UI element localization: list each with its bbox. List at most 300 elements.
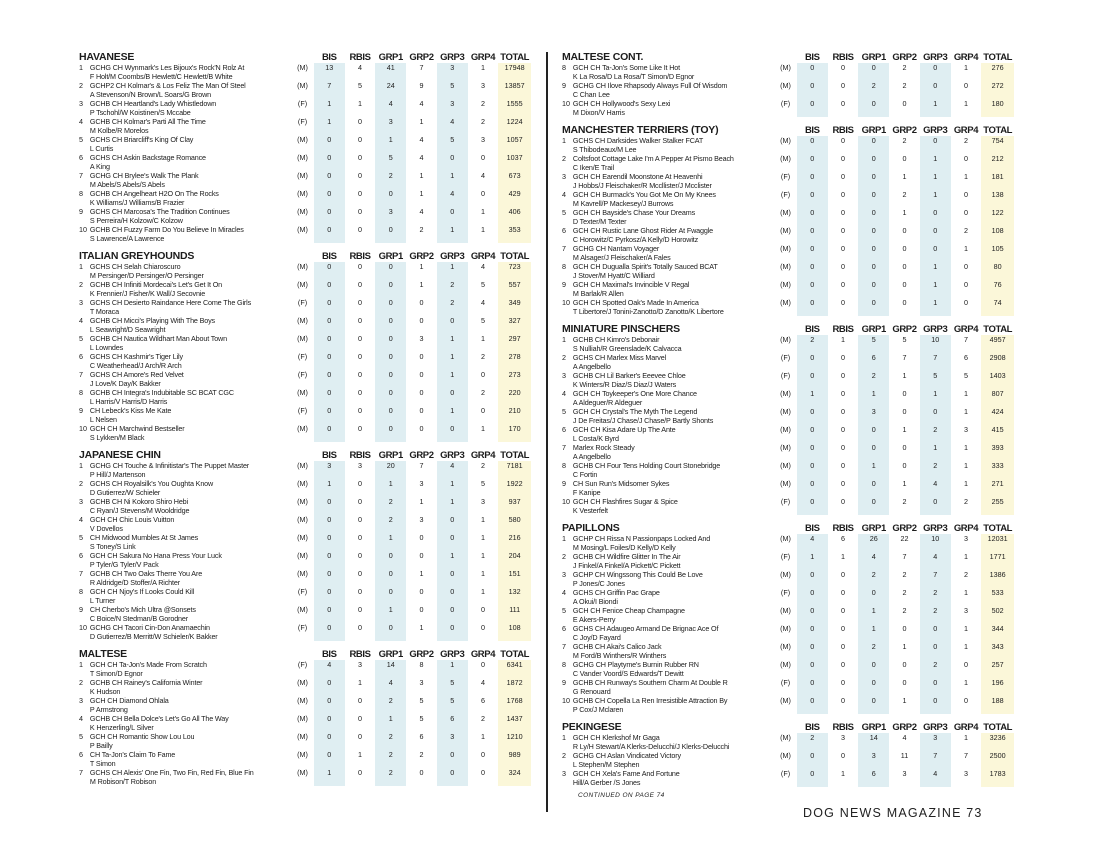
stat-grp3: 4 (920, 479, 951, 497)
stat-grp1: 2 (858, 642, 889, 660)
dog-name: GCH CH Burmack's You Got Me On My Knees (572, 190, 716, 199)
stat-grp1: 6 (858, 353, 889, 371)
ranking-entry (562, 588, 1014, 606)
stat-grp1: 1 (858, 389, 889, 407)
stat-rbis: 0 (841, 280, 846, 289)
dog-name: GCHS CH Marlex Miss Marvel (572, 353, 667, 362)
stat-grp2: 1 (419, 171, 424, 180)
stat-grp4: 0 (480, 370, 485, 379)
stat-grp1: 2 (858, 570, 889, 588)
stat-rbis: 0 (358, 732, 363, 741)
rank-number: 4 (562, 389, 566, 398)
stat-bis: 0 (797, 479, 828, 497)
stat-rbis: 1 (841, 335, 846, 344)
rank-number: 9 (562, 479, 566, 488)
stat-grp4: 4 (480, 171, 485, 180)
dog-details (90, 153, 291, 171)
stat-total: 393 (981, 443, 1014, 461)
dog-sex: (M) (780, 226, 791, 235)
stat-bis: 0 (314, 696, 345, 714)
dog-sex: (M) (780, 298, 791, 307)
stat-grp1: 20 (375, 461, 406, 479)
stat-grp1: 5 (858, 335, 889, 353)
rank-number: 9 (79, 207, 83, 216)
dog-name: GCHS CH Darksides Walker Stalker FCAT (572, 136, 704, 145)
stat-rbis: 0 (841, 154, 846, 163)
stat-grp4: 1 (480, 515, 485, 524)
column-header-grp1: GRP1 (861, 52, 886, 63)
dog-details (90, 117, 291, 135)
stat-grp2: 1 (419, 262, 424, 271)
dog-name: GCHP CH Wingssong This Could Be Love (572, 570, 703, 579)
dog-name: GCH CH Toykeeper's One More Chance (572, 389, 697, 398)
stat-bis: 0 (314, 316, 345, 334)
dog-owners: D Gutierrez/B Merritt/W Schieler/K Bakker (89, 632, 218, 641)
stat-grp2: 0 (419, 605, 424, 614)
section-header (562, 521, 1014, 534)
stat-grp3: 10 (920, 335, 951, 353)
stat-bis: 1 (314, 117, 345, 135)
stat-grp1: 1 (375, 479, 406, 497)
rank-number: 8 (79, 388, 83, 397)
stat-bis: 7 (314, 81, 345, 99)
rank-number: 5 (79, 135, 83, 144)
ranking-entry (562, 642, 1014, 660)
stat-total: 2908 (981, 353, 1014, 371)
rank-number: 10 (79, 424, 87, 433)
column-header-rbis: RBIS (349, 52, 371, 63)
right-column (562, 50, 1014, 799)
stat-grp1: 2 (375, 515, 406, 533)
stat-bis: 0 (797, 172, 828, 190)
stat-grp4: 6 (480, 696, 485, 705)
stat-total: 533 (981, 588, 1014, 606)
dog-name: GCHG CH Ilove Rhapsody Always Full Of Wisdom (572, 81, 728, 90)
stat-grp3: 5 (437, 678, 468, 696)
stat-grp2: 2 (419, 750, 424, 759)
stat-grp3: 1 (437, 370, 468, 388)
section-header (562, 50, 1014, 63)
ranking-entry (562, 425, 1014, 443)
dog-sex: (F) (297, 117, 308, 126)
stat-total: 278 (498, 352, 531, 370)
rank-number: 9 (79, 605, 83, 614)
ranking-entry (79, 678, 531, 696)
stat-grp1: 0 (858, 479, 889, 497)
ranking-entry (79, 479, 531, 497)
stat-bis: 0 (314, 262, 345, 280)
stat-rbis: 0 (358, 551, 363, 560)
rank-number: 1 (79, 461, 83, 470)
stat-grp1: 3 (375, 207, 406, 225)
ranking-entry (562, 534, 1014, 552)
column-header-total: TOTAL (983, 52, 1013, 63)
ranking-entry (79, 461, 531, 479)
stat-grp1: 2 (375, 750, 406, 768)
dog-sex: (F) (297, 587, 308, 596)
dog-name: Coltsfoot Cottage Lake I'm A Pepper At Pismo Beach (572, 154, 734, 163)
stat-bis: 0 (797, 63, 828, 81)
stat-grp1: 0 (858, 588, 889, 606)
stat-grp4: 1 (480, 732, 485, 741)
stat-total: 255 (981, 497, 1014, 515)
column-header-grp1: GRP1 (378, 649, 403, 660)
dog-name: GCHS CH Griffin Pac Grape (572, 588, 660, 597)
ranking-entry (79, 280, 531, 298)
stat-bis: 1 (797, 389, 828, 407)
rank-number: 7 (79, 370, 83, 379)
stat-rbis: 0 (841, 751, 846, 760)
ranking-entry (562, 190, 1014, 208)
stat-grp3: 0 (437, 587, 468, 605)
stat-grp3: 0 (920, 624, 951, 642)
stat-grp1: 14 (858, 733, 889, 751)
stat-grp4: 1 (963, 678, 968, 687)
dog-sex: (F) (780, 497, 791, 506)
dog-owners: E Akers-Perry (572, 615, 616, 624)
dog-sex: (M) (297, 81, 308, 90)
stat-grp2: 4 (419, 99, 424, 108)
dog-details (90, 569, 291, 587)
rank-number: 2 (79, 81, 83, 90)
stat-grp4: 0 (480, 605, 485, 614)
dog-sex: (M) (780, 425, 791, 434)
stat-grp3: 5 (920, 371, 951, 389)
ranking-entry (562, 751, 1014, 769)
ranking-entry (79, 388, 531, 406)
stat-rbis: 0 (841, 570, 846, 579)
stat-grp4: 1 (963, 552, 968, 561)
stat-bis: 0 (314, 569, 345, 587)
stat-grp3: 4 (920, 552, 951, 570)
ranking-entry (562, 262, 1014, 280)
stat-grp1: 0 (858, 660, 889, 678)
dog-details (90, 406, 291, 424)
stat-grp2: 0 (419, 551, 424, 560)
stat-grp4: 4 (480, 678, 485, 687)
ranking-entry (79, 750, 531, 768)
rank-number: 1 (562, 335, 566, 344)
ranking-entry (79, 587, 531, 605)
dog-owners: A Angelbello (572, 362, 611, 371)
dog-sex: (M) (780, 407, 791, 416)
stat-grp1: 2 (858, 81, 889, 99)
dog-name: GCHG CH Playtyme's Burnin Rubber RN (572, 660, 699, 669)
dog-owners: L Nelsen (89, 415, 117, 424)
column-header-rbis: RBIS (349, 251, 371, 262)
breed-title: MINIATURE PINSCHERS (562, 323, 680, 335)
dog-sex: (F) (297, 406, 308, 415)
stat-total: 580 (498, 515, 531, 533)
dog-name: CH Cherbo's Mich Ultra @Sonsets (89, 605, 196, 614)
dog-details (573, 208, 774, 226)
stat-total: 4957 (981, 335, 1014, 353)
rank-number: 9 (562, 280, 566, 289)
dog-name: GCHB CH Rainey's California Winter (89, 678, 203, 687)
stat-grp1: 0 (375, 569, 406, 587)
ranking-entry (562, 479, 1014, 497)
stat-bis: 0 (797, 407, 828, 425)
stat-grp2: 1 (419, 623, 424, 632)
stat-grp4: 1 (480, 551, 485, 560)
rank-number: 6 (562, 624, 566, 633)
dog-sex: (M) (297, 316, 308, 325)
dog-sex: (F) (780, 371, 791, 380)
stat-total: 324 (498, 768, 531, 786)
ranking-entry (562, 769, 1014, 787)
stat-rbis: 0 (358, 153, 363, 162)
dog-owners: A Okui/I Biondi (572, 597, 618, 606)
dog-owners: T Simon/D Egnor (89, 669, 143, 678)
column-header-total: TOTAL (983, 125, 1013, 136)
stat-grp1: 1 (375, 135, 406, 153)
dog-name: GCH CH Fenice Cheap Champagne (572, 606, 685, 615)
stat-grp1: 1 (858, 461, 889, 479)
stat-bis: 0 (314, 551, 345, 569)
dog-owners: A Aldeguer/R Aldeguer (572, 398, 643, 407)
ranking-entry (562, 624, 1014, 642)
dog-details (573, 461, 774, 479)
rank-number: 10 (562, 298, 570, 307)
ranking-entry (79, 316, 531, 334)
stat-grp2: 0 (419, 533, 424, 542)
column-header-grp3: GRP3 (923, 523, 948, 534)
stat-bis: 0 (797, 190, 828, 208)
dog-name: GCHB CH Runway's Southern Charm At Double R (572, 678, 728, 687)
stat-grp3: 0 (437, 515, 468, 533)
ranking-entry (79, 370, 531, 388)
stat-grp1: 0 (858, 226, 889, 244)
dog-sex: (F) (780, 588, 791, 597)
column-header-grp3: GRP3 (440, 52, 465, 63)
stat-grp1: 3 (858, 407, 889, 425)
stat-grp2: 0 (419, 587, 424, 596)
dog-sex: (M) (297, 225, 308, 234)
breed-title: PAPILLONS (562, 522, 620, 534)
dog-name: GCHB CH Integra's Indubitable SC BCAT CGC (89, 388, 234, 397)
column-header-grp4: GRP4 (953, 125, 979, 136)
dog-details (573, 769, 774, 787)
breed-section (79, 50, 531, 243)
dog-sex: (F) (297, 352, 308, 361)
dog-sex: (M) (297, 497, 308, 506)
dog-sex: (M) (297, 171, 308, 180)
dog-owners: S Toney/S Link (89, 542, 136, 551)
column-header-bis: BIS (321, 649, 337, 660)
dog-owners: F Holt/M Coombs/B Hewlett/C Hewlett/B White (89, 72, 233, 81)
dog-sex: (F) (297, 99, 308, 108)
dog-sex: (M) (780, 751, 791, 760)
dog-sex: (M) (297, 388, 308, 397)
stat-grp4: 1 (963, 172, 968, 181)
dog-sex: (M) (297, 207, 308, 216)
dog-name: GCH CH Diamond Ohlala (89, 696, 169, 705)
stat-grp2: 6 (419, 732, 424, 741)
ranking-entry (79, 515, 531, 533)
dog-owners: V Dovellos (89, 524, 123, 533)
stat-grp1: 0 (858, 99, 889, 117)
breed-section (562, 720, 1014, 787)
stat-total: 108 (498, 623, 531, 641)
dog-details (90, 587, 291, 605)
stat-grp2: 2 (902, 190, 907, 199)
stat-grp2: 3 (902, 769, 907, 778)
dog-owners: C Joy/D Fayard (572, 633, 621, 642)
dog-owners: D Gutierrez/W Schieler (89, 488, 161, 497)
dog-sex: (F) (297, 298, 308, 307)
stat-grp3: 0 (920, 642, 951, 660)
rank-number: 3 (79, 99, 83, 108)
stat-grp4: 5 (963, 371, 968, 380)
dog-owners: S Perreira/H Kolzow/C Kolzow (89, 216, 183, 225)
ranking-entry (562, 244, 1014, 262)
stat-rbis: 0 (358, 388, 363, 397)
stat-bis: 0 (797, 136, 828, 154)
rank-number: 3 (562, 371, 566, 380)
stat-grp3: 0 (920, 226, 951, 244)
stat-bis: 0 (314, 750, 345, 768)
dog-owners: K Frennier/J Fisher/K Wall/J Secovnie (89, 289, 206, 298)
stat-total: 74 (981, 298, 1014, 316)
stat-grp1: 0 (375, 298, 406, 316)
stat-grp3: 0 (920, 407, 951, 425)
stat-grp2: 1 (419, 569, 424, 578)
dog-details (90, 63, 291, 81)
dog-name: GCHB CH Heartland's Lady Whistledown (89, 99, 217, 108)
dog-name: GCHS CH Kashmir's Tiger Lily (89, 352, 183, 361)
rank-number: 4 (562, 588, 566, 597)
stat-grp3: 0 (437, 533, 468, 551)
stat-grp3: 0 (920, 696, 951, 714)
stat-grp3: 0 (437, 207, 468, 225)
dog-name: GCHS CH Marcosa's The Tradition Continues (89, 207, 230, 216)
stat-grp4: 0 (963, 262, 968, 271)
stat-grp3: 1 (437, 551, 468, 569)
stat-grp3: 0 (920, 497, 951, 515)
dog-sex: (M) (780, 154, 791, 163)
dog-sex: (M) (297, 262, 308, 271)
stat-bis: 0 (314, 515, 345, 533)
dog-details (90, 768, 291, 786)
dog-details (573, 660, 774, 678)
dog-owners: M Kolbe/R Morelos (89, 126, 149, 135)
stat-rbis: 0 (841, 624, 846, 633)
stat-grp1: 2 (375, 768, 406, 786)
ranking-entry (562, 461, 1014, 479)
stat-rbis: 0 (358, 406, 363, 415)
dog-owners: J Finkel/A Finkel/A Pickett/C Pickett (572, 561, 681, 570)
stat-rbis: 0 (358, 207, 363, 216)
rank-number: 7 (562, 642, 566, 651)
stat-grp4: 0 (480, 768, 485, 777)
section-header (79, 647, 531, 660)
ranking-entry (79, 262, 531, 280)
rank-number: 2 (562, 751, 566, 760)
ranking-entry (79, 207, 531, 225)
stat-grp2: 7 (902, 353, 907, 362)
stat-grp4: 0 (963, 154, 968, 163)
dog-sex: (M) (780, 479, 791, 488)
rank-number: 1 (79, 63, 83, 72)
dog-owners: M Kavrell/P Mackesey/J Burrows (572, 199, 674, 208)
rank-number: 2 (562, 154, 566, 163)
stat-total: 1403 (981, 371, 1014, 389)
dog-owners: S Thibodeaux/M Lee (572, 145, 637, 154)
ranking-entry (79, 352, 531, 370)
stat-total: 105 (981, 244, 1014, 262)
dog-owners: C Iken/E Trail (572, 163, 614, 172)
dog-details (573, 425, 774, 443)
dog-sex: (M) (297, 551, 308, 560)
stat-rbis: 0 (358, 117, 363, 126)
rank-number: 6 (79, 750, 83, 759)
column-header-grp2: GRP2 (409, 52, 434, 63)
stat-grp2: 4 (419, 207, 424, 216)
stat-total: 273 (498, 370, 531, 388)
stat-grp3: 1 (437, 262, 468, 280)
stat-grp2: 0 (902, 280, 907, 289)
stat-grp1: 3 (858, 751, 889, 769)
stat-grp1: 0 (858, 280, 889, 298)
stat-rbis: 0 (841, 262, 846, 271)
stat-total: 138 (981, 190, 1014, 208)
breed-title: ITALIAN GREYHOUNDS (79, 250, 195, 262)
stat-grp4: 2 (480, 352, 485, 361)
dog-name: GCHB CH Lil Barker's Eeevee Chloe (572, 371, 686, 380)
stat-grp3: 3 (437, 63, 468, 81)
column-header-grp2: GRP2 (892, 523, 917, 534)
stat-total: 415 (981, 425, 1014, 443)
stat-bis: 0 (797, 769, 828, 787)
rank-number: 9 (562, 81, 566, 90)
stat-rbis: 3 (841, 733, 846, 742)
stat-grp2: 5 (419, 714, 424, 723)
stat-grp4: 6 (963, 353, 968, 362)
column-header-grp1: GRP1 (861, 125, 886, 136)
dog-sex: (M) (297, 533, 308, 542)
stat-grp1: 0 (858, 678, 889, 696)
stat-rbis: 0 (358, 768, 363, 777)
stat-grp3: 2 (920, 606, 951, 624)
column-header-total: TOTAL (500, 251, 530, 262)
stat-grp4: 1 (963, 479, 968, 488)
dog-owners: M Mosing/L Foiles/D Kelly/D Kelly (572, 543, 676, 552)
dog-name: GCH CH Xela's Fame And Fortune (572, 769, 680, 778)
stat-grp1: 0 (375, 225, 406, 243)
dog-owners: P Bailly (89, 741, 113, 750)
dog-details (90, 515, 291, 533)
breed-title: HAVANESE (79, 51, 135, 63)
dog-sex: (M) (780, 642, 791, 651)
stat-bis: 1 (314, 768, 345, 786)
stat-total: 429 (498, 189, 531, 207)
stat-grp2: 0 (902, 226, 907, 235)
stat-total: 353 (498, 225, 531, 243)
ranking-entry (562, 63, 1014, 81)
stat-grp1: 0 (858, 208, 889, 226)
rank-number: 9 (562, 678, 566, 687)
dog-owners: J Stover/M Hyatt/C Williard (572, 271, 655, 280)
dog-sex: (M) (297, 189, 308, 198)
stat-grp3: 0 (437, 424, 468, 442)
stat-grp4: 0 (480, 153, 485, 162)
dog-name: GCH CH Njoy's If Looks Could Kill (89, 587, 195, 596)
breed-title: MANCHESTER TERRIERS (TOY) (562, 124, 719, 136)
dog-name: Marlex Rock Steady (572, 443, 635, 452)
ranking-entry (562, 335, 1014, 353)
stat-total: 1872 (498, 678, 531, 696)
stat-grp4: 4 (480, 298, 485, 307)
